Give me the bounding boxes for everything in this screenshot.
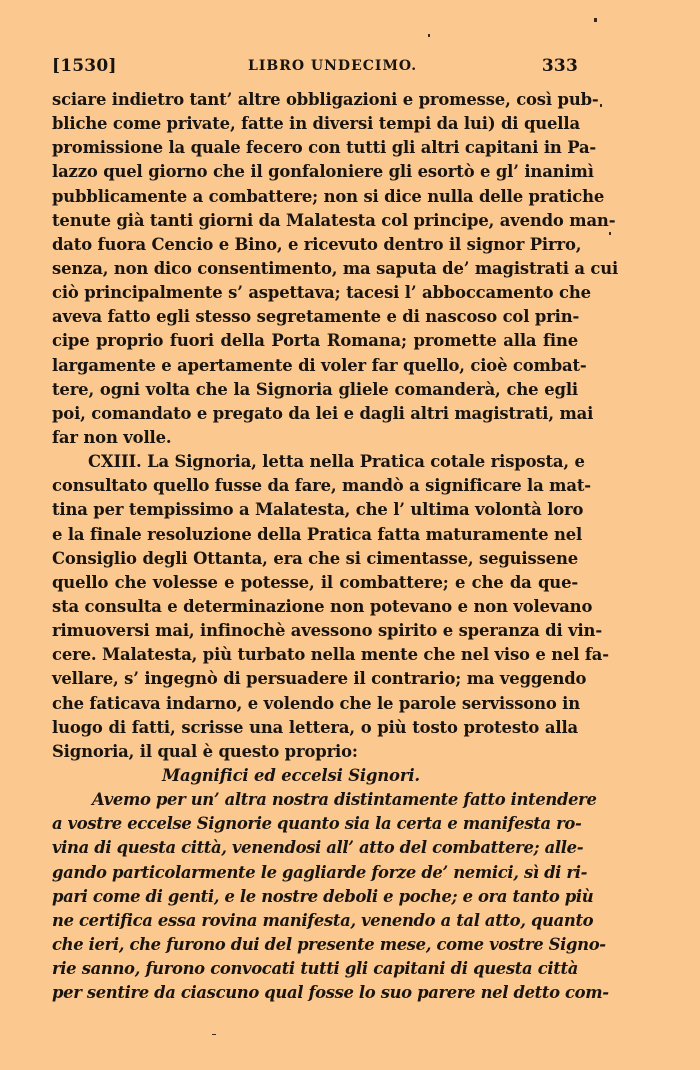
header-year: [1530] — [52, 56, 117, 76]
text-line: tina per tempissimo a Malatesta, che l’ ultima volontà loro — [52, 500, 584, 520]
speck — [212, 1034, 216, 1035]
text-line: per sentire da ciascuno qual fosse lo suo parere nel detto com- — [52, 983, 609, 1003]
speck — [609, 232, 611, 235]
text-line: consultato quello fusse da fare, mandò a significare la mat- — [52, 476, 591, 496]
text-line: far non volle. — [52, 427, 172, 447]
text-line: pari come di genti, e le nostre deboli e poche; e ora tanto più — [52, 886, 594, 906]
text-line: Magnifici ed eccelsi Signori. — [162, 765, 420, 785]
text-line: vellare, s’ ingegnò di persuadere il contrario; ma veggendo — [52, 669, 587, 689]
book-page — [52, 56, 619, 1005]
text-line: lazzo quel giorno che il gonfaloniere gli esortò e gl’ inanimì — [52, 162, 594, 182]
speck — [428, 34, 430, 37]
header-book-title: LIBRO UNDECIMO. — [248, 58, 418, 74]
body-text — [52, 88, 619, 1005]
text-line: rimuoversi mai, infinochè avessono spirito e speranza di vin- — [52, 621, 602, 641]
text-line: poi, comandato e pregato da lei e dagli altri magistrati, mai — [52, 403, 594, 423]
text-line: promissione la quale fecero con tutti gli altri capitani in Pa- — [52, 138, 597, 158]
text-line: CXIII. La Signoria, letta nella Pratica cotale risposta, e — [88, 452, 585, 472]
running-header — [52, 56, 578, 80]
text-line: dato fuora Cencio e Bino, e ricevuto dentro il signor Pirro, — [52, 234, 582, 254]
text-line: vina di questa città, venendosi all’ atto del combattere; alle- — [52, 838, 584, 858]
text-line: sciare indietro tant’ altre obbligazioni e promesse, così pub- — [52, 90, 599, 109]
page-number: 333 — [541, 56, 578, 76]
text-line: gando particolarmente le gagliarde forze de’ nemici, sì di ri- — [52, 862, 588, 882]
text-line: sta consulta e determinazione non potevano e non volevano — [52, 596, 593, 616]
text-line: senza, non dico consentimento, ma saputa de’ magistrati a cui — [52, 258, 619, 278]
text-line: e la finale resoluzione della Pratica fatta maturamente nel — [52, 524, 583, 544]
text-line: a vostre eccelse Signorie quanto sia la certa e manifesta ro- — [52, 814, 582, 834]
text-line: cere. Malatesta, più turbato nella mente che nel viso e nel fa- — [52, 645, 609, 665]
speck — [600, 104, 602, 107]
text-line: aveva fatto egli stesso segretamente e di nascoso col prin- — [52, 307, 580, 327]
text-line: Avemo per un’ altra nostra distintamente fatto intendere — [92, 790, 597, 810]
text-line: pubblicamente a combattere; non si dice nulla delle pratiche — [52, 186, 605, 206]
text-line: cipe proprio fuori della Porta Romana; promette alla fine — [52, 331, 578, 351]
text-line: rie sanno, furono convocati tutti gli capitani di questa città — [52, 959, 578, 979]
text-line: tere, ogni volta che la Signoria gliele comanderà, che egli — [52, 379, 578, 399]
speck — [594, 18, 597, 22]
text-line: ciò principalmente s’ aspettava; tacesi l’ abboccamento che — [52, 283, 591, 303]
text-line: Signoria, il qual è questo proprio: — [52, 741, 358, 761]
text-line: luogo di fatti, scrisse una lettera, o più tosto protesto alla — [52, 717, 578, 737]
text-line: largamente e apertamente di voler far quello, cioè combat- — [52, 355, 587, 375]
text-line: ne certifica essa rovina manifesta, venendo a tal atto, quanto — [52, 910, 594, 930]
text-line: quello che volesse e potesse, il combattere; e che da que- — [52, 572, 578, 592]
text-line: che ieri, che furono dui del presente mese, come vostre Signo- — [52, 934, 606, 954]
text-line: Consiglio degli Ottanta, era che si cimentasse, seguissene — [52, 548, 578, 568]
text-line: tenute già tanti giorni da Malatesta col principe, avendo man- — [52, 210, 616, 230]
text-line: bliche come private, fatte in diversi tempi da lui) di quella — [52, 114, 580, 134]
text-line: che faticava indarno, e volendo che le parole servissono in — [52, 693, 581, 713]
